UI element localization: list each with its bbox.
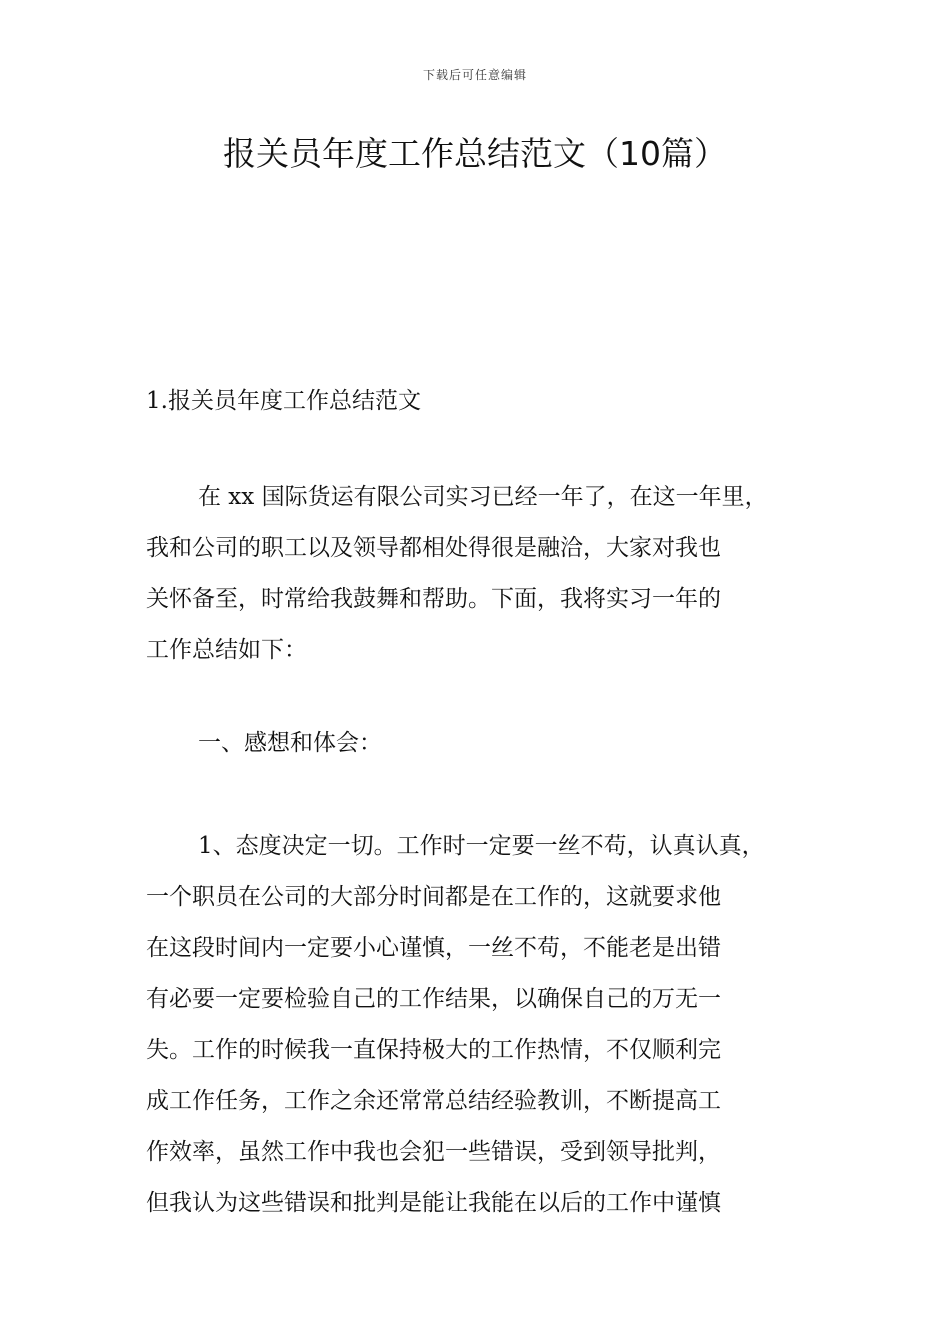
subheading: 一、感想和体会： <box>198 730 382 756</box>
paragraph-line: 作效率，虽然工作中我也会犯一些错误，受到领导批判， <box>146 1139 721 1165</box>
paragraph-line: 一个职员在公司的大部分时间都是在工作的，这就要求他 <box>146 884 721 910</box>
paragraph-line: 工作总结如下： <box>146 637 307 663</box>
paragraph-line: 在这段时间内一定要小心谨慎，一丝不苟，不能老是出错 <box>146 935 721 961</box>
paragraph-line: 成工作任务，工作之余还常常总结经验教训，不断提高工 <box>146 1088 721 1114</box>
paragraph-line: 有必要一定要检验自己的工作结果，以确保自己的万无一 <box>146 986 721 1012</box>
paragraph-line: 我和公司的职工以及领导都相处得很是融洽，大家对我也 <box>146 535 721 561</box>
paragraph-line: 失。工作的时候我一直保持极大的工作热情，不仅顺利完 <box>146 1037 721 1063</box>
point-one-paragraph <box>146 821 836 1229</box>
paragraph-line: 但我认为这些错误和批判是能让我能在以后的工作中谨慎 <box>146 1190 721 1216</box>
paragraph-line: 1、态度决定一切。工作时一定要一丝不苟，认真认真， <box>198 833 765 859</box>
subheading-paragraph <box>146 718 836 769</box>
header-note: 下载后可任意编辑 <box>422 68 527 82</box>
paragraph-line: 关怀备至，时常给我鼓舞和帮助。下面，我将实习一年的 <box>146 586 721 612</box>
paragraph-line: 在 xx 国际货运有限公司实习已经一年了，在这一年里， <box>198 484 768 510</box>
section-heading: 1.报关员年度工作总结范文 <box>146 388 421 414</box>
intro-paragraph <box>146 472 836 676</box>
document-title: 报关员年度工作总结范文（10篇） <box>223 134 727 173</box>
